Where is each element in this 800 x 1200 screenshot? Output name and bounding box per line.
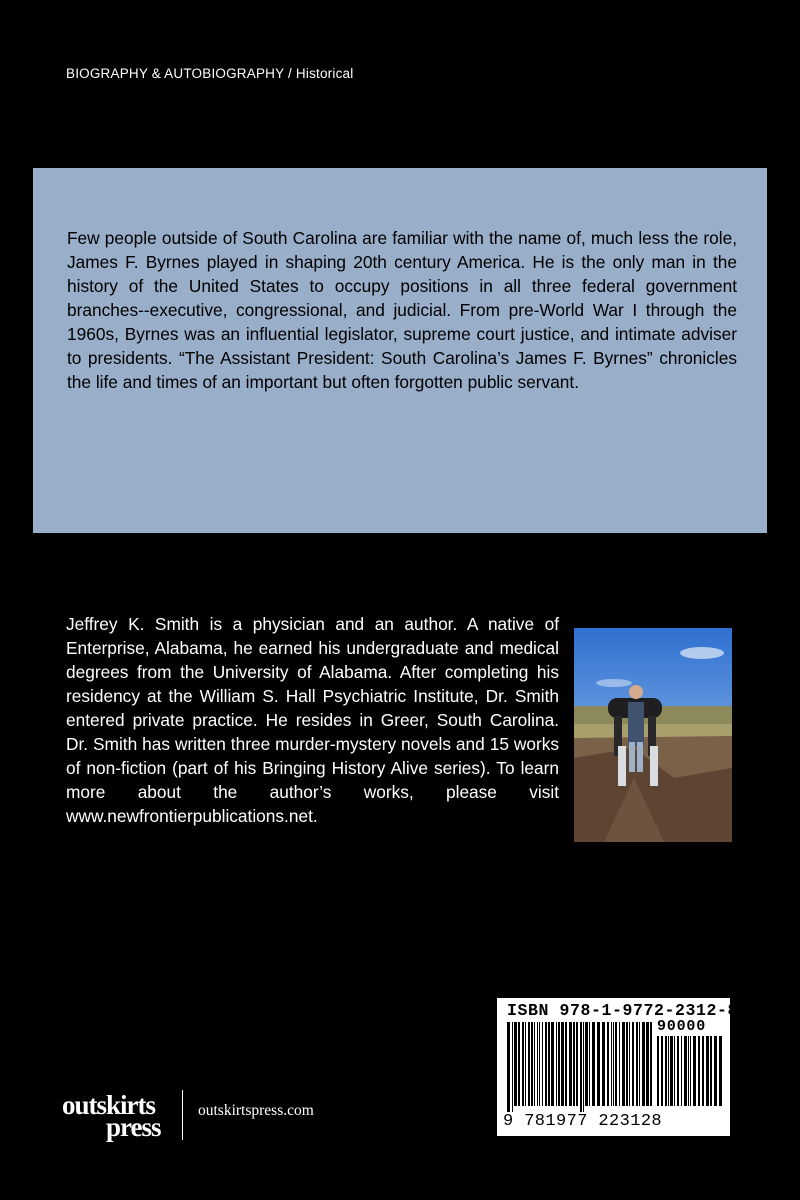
barcode-bar [632, 1022, 634, 1106]
barcode-bar [597, 1022, 600, 1106]
ean-digits: 9 781977 223128 [503, 1112, 663, 1131]
barcode-bar [684, 1036, 687, 1106]
barcode-bar [615, 1022, 617, 1106]
barcode-bar [518, 1022, 520, 1106]
barcode-bar [542, 1022, 543, 1106]
barcode-bar [702, 1036, 704, 1106]
barcode-bar [670, 1036, 673, 1106]
barcode-bar [657, 1036, 659, 1106]
barcode-bar [681, 1036, 682, 1106]
barcode-bar [646, 1022, 649, 1106]
barcode-bar [514, 1022, 517, 1106]
barcode-bar [545, 1022, 547, 1106]
barcode-bar [661, 1036, 663, 1106]
barcode-bar [573, 1022, 575, 1106]
barcode-bar [622, 1022, 625, 1106]
barcode-bar [592, 1022, 595, 1106]
barcode-bar [537, 1022, 538, 1106]
barcode-bar [531, 1022, 533, 1106]
publisher-url: outskirtspress.com [198, 1102, 314, 1119]
barcode-bar [507, 1022, 510, 1112]
isbn-text: ISBN 978-1-9772-2312-8 [507, 1001, 739, 1020]
addon-barcode-bars [657, 1036, 723, 1112]
publisher-divider [182, 1090, 183, 1140]
publisher-logo-line2: press [106, 1112, 161, 1142]
barcode-bar [629, 1022, 630, 1106]
barcode-bar [613, 1022, 614, 1106]
synopsis-text: Few people outside of South Carolina are familiar with the name of, much less the role, James F. Byrnes played in shaping 20th century America. He is the only man in the history of the United States to occupy positions in all three federal government branches--executive, congressional, and judicial. From pre-World War I through the 1960s, Byrnes was an influential legislator, supreme court justice, and intimate adviser to presidents. “The Assistant President: South Carolina’s James F. Byrnes” chronicles the life and times of an important but often forgotten public servant. [67, 228, 737, 392]
barcode-bar [636, 1022, 638, 1106]
barcode-bar [561, 1022, 564, 1106]
barcode-bar [525, 1022, 526, 1106]
barcode-bar [534, 1022, 535, 1106]
barcode-bar [619, 1022, 620, 1106]
synopsis-panel [33, 168, 767, 533]
barcode-bar [607, 1022, 609, 1106]
barcode-bar [688, 1036, 689, 1106]
barcode-bar [512, 1022, 513, 1112]
barcode-bar [551, 1022, 554, 1106]
barcode-bar [626, 1022, 628, 1106]
ean-barcode-bars [507, 1022, 653, 1112]
barcode-bar [706, 1036, 709, 1106]
barcode-bar [719, 1036, 722, 1106]
barcode-bar [639, 1022, 640, 1106]
barcode-bar [522, 1022, 524, 1106]
barcode-bar [611, 1022, 612, 1106]
barcode-bar [556, 1022, 557, 1106]
barcode-bar [677, 1036, 679, 1106]
barcode-bar [569, 1022, 572, 1106]
barcode-bar [642, 1022, 645, 1106]
barcode-bar [528, 1022, 530, 1106]
barcode-bar [698, 1036, 700, 1106]
barcode-bar [580, 1022, 582, 1112]
category-label: BIOGRAPHY & AUTOBIOGRAPHY / Historical [66, 66, 354, 81]
barcode-bar [693, 1036, 696, 1106]
barcode-bar [690, 1036, 691, 1106]
barcode-bar [548, 1022, 550, 1106]
barcode-bar [585, 1022, 588, 1106]
barcode-bar [602, 1022, 605, 1106]
author-photo [574, 628, 732, 842]
publisher-logo [62, 1090, 180, 1146]
barcode-bar [665, 1036, 667, 1106]
barcode-bar [714, 1036, 717, 1106]
barcode-bar [710, 1036, 712, 1106]
author-bio: Jeffrey K. Smith is a physician and an author. A native of Enterprise, Alabama, he earned his undergraduate and medical degrees from the University of Alabama. After completing his residency at the William S. Hall Psychiatric Institute, Dr. Smith entered private practice. He resides in Greer, South Carolina. Dr. Smith has written three murder-mystery novels and 15 works of non-fiction (part of his Bringing History Alive series). To learn more about the author’s works, please visit www.newfrontierpublications.net. [66, 614, 559, 826]
isbn-barcode [497, 998, 739, 1136]
barcode-bar [539, 1022, 540, 1106]
barcode-bar [565, 1022, 567, 1106]
barcode-bar [674, 1036, 675, 1106]
barcode-bar [668, 1036, 669, 1106]
barcode-bar [558, 1022, 560, 1106]
publisher-logo-line1: outskirts [62, 1090, 156, 1120]
barcode-bar [576, 1022, 578, 1106]
barcode-bar [583, 1022, 584, 1112]
barcode-bar [650, 1022, 652, 1106]
price-code: 90000 [657, 1018, 707, 1035]
barcode-bar [589, 1022, 590, 1106]
